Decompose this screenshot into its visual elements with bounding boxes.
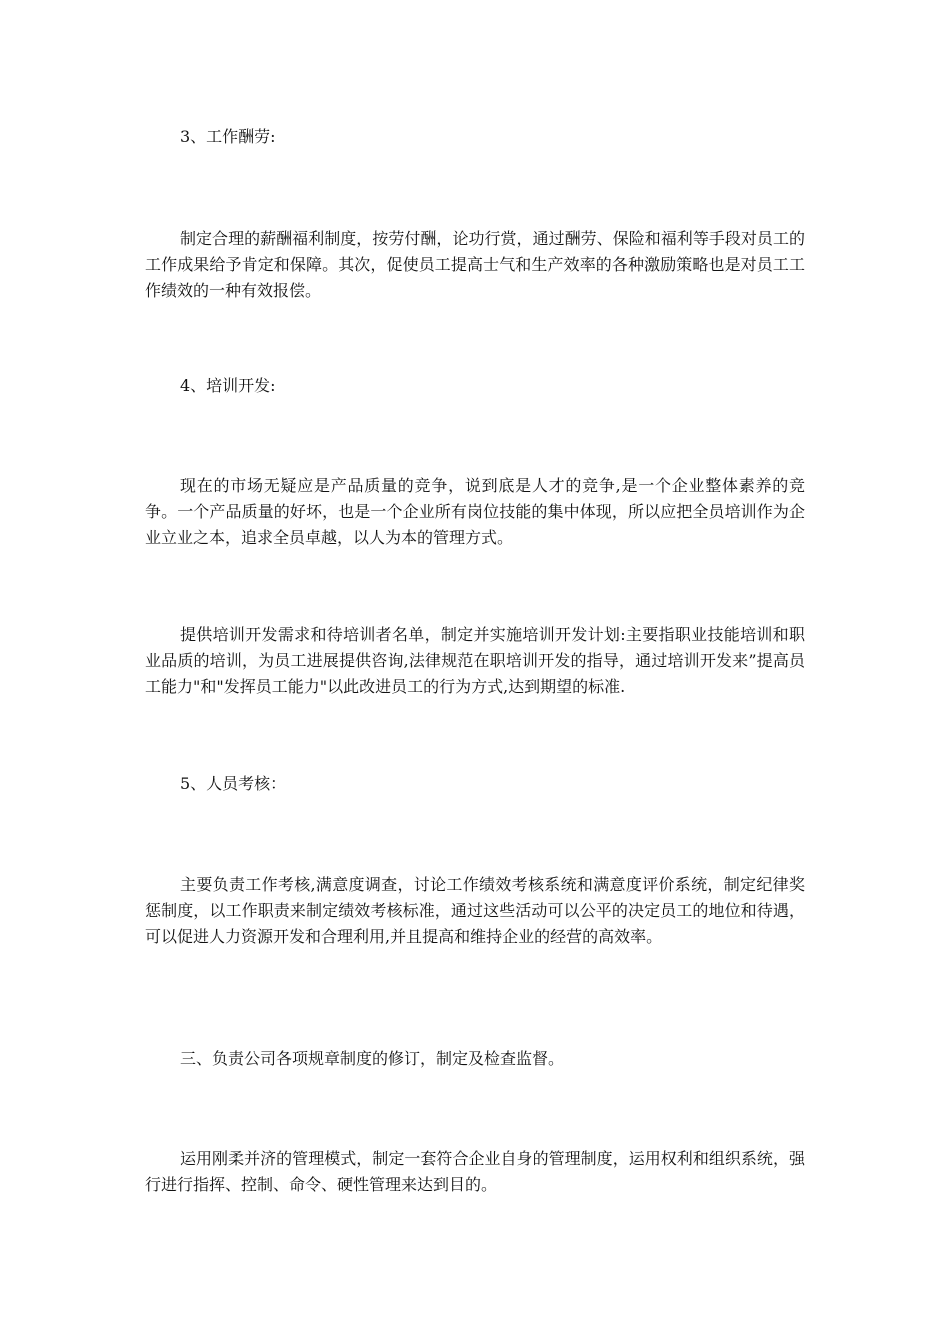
paragraph-compensation: 制定合理的薪酬福利制度，按劳付酬，论功行赏，通过酬劳、保险和福利等手段对员工的工作成果给予肯定和保障。其次，促使员工提高士气和生产效率的各种激励策略也是对员工工作绩效的一种有效报偿。 [145,229,805,300]
section-heading-regulations: 三、负责公司各项规章制度的修订，制定及检查监督。 [180,1049,565,1068]
paragraph-assessment: 主要负责工作考核,满意度调查，讨论工作绩效考核系统和满意度评价系统，制定纪律奖惩制度，以工作职责来制定绩效考核标准，通过这些活动可以公平的决定员工的地位和待遇，可以促进人力资源开发和合理利用,并且提高和维持企业的经营的高效率。 [145,875,805,946]
section-heading-assessment: 5、人员考核： [180,774,287,793]
paragraph-regulations: 运用刚柔并济的管理模式，制定一套符合企业自身的管理制度，运用权利和组织系统，强行进行指挥、控制、命令、硬性管理来达到目的。 [145,1149,805,1194]
section-heading-training: 4、培训开发: [180,376,276,395]
paragraph-training-market: 现在的市场无疑应是产品质量的竞争，说到底是人才的竞争,是一个企业整体素养的竞争。一个产品质量的好坏，也是一个企业所有岗位技能的集中体现，所以应把全员培训作为企业立业之本，追求全员卓越，以人为本的管理方式。 [145,476,805,547]
paragraph-training-plan: 提供培训开发需求和待培训者名单，制定并实施培训开发计划:主要指职业技能培训和职业品质的培训，为员工进展提供咨询,法律规范在职培训开发的指导，通过培训开发来”提高员工能力"和"发挥员工能力"以此改进员工的行为方式,达到期望的标准. [145,625,805,696]
section-heading-compensation: 3、工作酬劳: [180,127,276,146]
